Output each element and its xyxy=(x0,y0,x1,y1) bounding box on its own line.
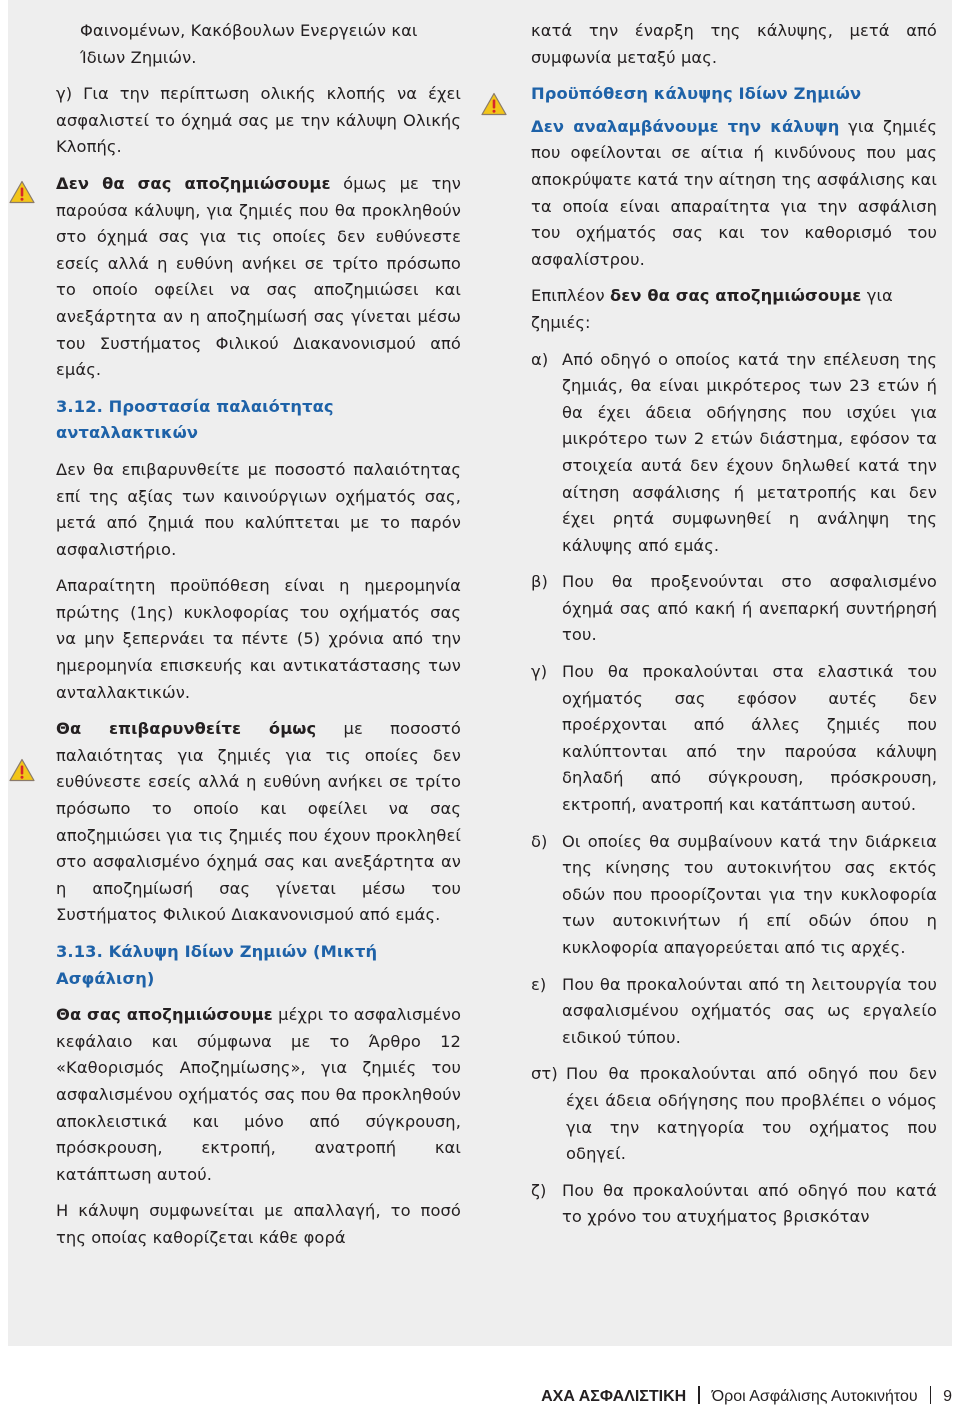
list-item xyxy=(531,972,937,1052)
footer-separator xyxy=(698,1386,700,1404)
list-item-marker: στ) xyxy=(531,1064,558,1084)
left-column xyxy=(56,18,461,1262)
warning-text: όμως με την παρούσα κάλυψη, για ζημιές που θα προκληθούν στο όχημά σας για τις οποίες δεν ευθύνεστε εσείς αλλά η ευθύνη ανήκει σε τρίτο πρόσωπο το οποίο οφείλει να σας αποζημιώσει και ανεξάρτητα αν η αποζημίωσή σας γίνεται μέσω του Συστήματος Φιλικού Διακανονισμού από εμάς. xyxy=(56,173,461,380)
list-item-text: Που θα προξενούνται στο ασφαλισμένο όχημά σας από κακή ή ανεπαρκή συντήρησή του. xyxy=(562,572,937,645)
footer-document-title: Όροι Ασφάλισης Αυτοκινήτου xyxy=(711,1388,918,1405)
right-column xyxy=(531,18,937,1241)
intro-bold-text: δεν θα σας αποζημιώσουμε xyxy=(609,286,862,306)
section-heading-3-12: 3.12. Προστασία παλαιότητας ανταλλακτικών xyxy=(56,396,334,443)
list-item xyxy=(531,347,937,560)
intro-text: Επιπλέον xyxy=(531,286,610,306)
page-footer xyxy=(541,1386,952,1408)
warning-icon xyxy=(9,180,35,204)
warning-title-text: Προϋπόθεση κάλυψης Ιδίων Ζημιών xyxy=(531,84,862,104)
list-item xyxy=(531,659,937,819)
paragraph: Απαραίτητη προϋπόθεση είναι η ημερομηνία πρώτης (1ης) κυκλοφορίας του οχήματός σας να μην ξεπερνάει τα πέντε (5) χρόνια από την ημερομηνία επισκευής και αντικατάστασης των ανταλλακτικών. xyxy=(56,576,461,702)
list-item-text: Που θα προκαλούνται στα ελαστικά του οχήματός σας εφόσον αυτές δεν προέρχονται από άλλες ζημιές που καλύπτονται από την παρούσα κάλυψη δηλαδή από σύγκρουση, πρόσκρουση, εκτροπή, ανατροπή και κατάπτωση αυτού. xyxy=(562,662,937,815)
paragraph: Δεν θα επιβαρυνθείτε με ποσοστό παλαιότητας επί της αξίας των καινούργιων οχήματός σας, μετά από ζημιά που καλύπτεται με το παρόν ασφαλιστήριο. xyxy=(56,459,461,559)
warning-icon xyxy=(9,758,35,782)
warning-bold-text: Δεν αναλαμβάνουμε την κάλυψη xyxy=(531,116,840,136)
footer-separator xyxy=(930,1386,932,1404)
warning-paragraph xyxy=(531,114,937,274)
list-item-marker: β) xyxy=(531,572,548,592)
footer-brand: AXA ΑΣΦΑΛΙΣΤΙΚΗ xyxy=(541,1388,687,1405)
paragraph: Η κάλυψη συμφωνείται με απαλλαγή, το ποσό της οποίας καθορίζεται κάθε φορά xyxy=(56,1201,461,1247)
warning-bold-text: Δεν θα σας αποζημιώσουμε xyxy=(56,173,331,193)
paragraph xyxy=(56,1002,461,1188)
list-item-text: Που θα προκαλούνται από τη λειτουργία του ασφαλισμένου οχήματός σας ως εργαλείο ειδικού τύπου. xyxy=(562,974,937,1047)
list-item xyxy=(531,1178,937,1231)
exclusions-list xyxy=(531,347,937,1231)
list-item-text: Οι οποίες θα συμβαίνουν κατά την διάρκεια της κίνησης του αυτοκινήτου σας εκτός οδών που προορίζονται για την κυκλοφορία των αυτοκινήτων ή επί οδών όπου η κυκλοφορία απαγορεύεται από τις αρχές. xyxy=(562,831,937,957)
list-item-marker: δ) xyxy=(531,831,548,851)
paragraph: Φαινομένων, Κακόβουλων Ενεργειών και Ίδιων Ζημιών. xyxy=(80,21,418,67)
warning-paragraph xyxy=(56,171,461,384)
list-item-text: Που θα προκαλούνται από οδηγό που κατά το χρόνο του ατυχήματος βρισκόταν xyxy=(562,1180,937,1227)
page-number: 9 xyxy=(943,1388,952,1405)
bold-text: Θα σας αποζημιώσουμε xyxy=(56,1005,273,1025)
paragraph: γ) Για την περίπτωση ολικής κλοπής να έχει ασφαλιστεί το όχημά σας με την κάλυψη Ολικής Κλοπής. xyxy=(56,84,461,157)
warning-text: με ποσοστό παλαιότητας για ζημιές για τις οποίες δεν ευθύνεστε εσείς αλλά η ευθύνη ανήκει σε τρίτο πρόσωπο το οποίο και οφείλει να σας αποζημιώσει για τις ζημιές που έχουν προκληθεί στο ασφαλισμένο όχημά σας και ανεξάρτητα αν η αποζημίωσή σας γίνεται μέσω του Συστήματος Φιλικού Διακανονισμού από εμάς. xyxy=(56,719,461,925)
paragraph: κατά την έναρξη της κάλυψης, μετά από συμφωνία μεταξύ μας. xyxy=(531,21,937,67)
paragraph-text: μέχρι το ασφαλισμένο κεφάλαιο και σύμφωνα με το Άρθρο 12 «Καθορισμός Αποζημίωσης», για ζημιές του ασφαλισμένου οχήματός σας που θα προκληθούν αποκλειστικά και μόνο από σύγκρουση, πρόσκρουση, εκτροπή, ανατροπή και κατάπτωση αυτού. xyxy=(56,1005,462,1184)
list-item-marker: γ) xyxy=(531,662,548,682)
list-item-text: Από οδηγό ο οποίος κατά την επέλευση της ζημιάς, θα είναι μικρότερος των 23 ετών ή θα έχει άδεια οδήγησης που ισχύει για μικρότερο των 2 ετών διάστημα, εφόσον τα στοιχεία αυτά δεν έχουν δηλωθεί κατά την αίτηση ασφάλισης ή μετατροπής και δεν έχει ρητά συμφωνηθεί η ανάληψη της κάλυψης από εμάς. xyxy=(562,349,937,555)
intro-text: για ζημιές: xyxy=(531,286,893,332)
warning-icon xyxy=(481,92,507,116)
list-item xyxy=(531,569,937,649)
list-item-marker: ε) xyxy=(531,974,547,994)
warning-title xyxy=(531,81,937,108)
warning-bold-text: Θα επιβαρυνθείτε όμως xyxy=(56,719,317,739)
list-item-marker: ζ) xyxy=(531,1180,547,1200)
list-item-marker: α) xyxy=(531,349,549,369)
warning-paragraph xyxy=(56,716,461,929)
list-item-text: Που θα προκαλούνται από οδηγό που δεν έχει άδεια οδήγησης που προβλέπει ο νόμος για την κατηγορία του οχήματος που οδηγεί. xyxy=(566,1064,937,1164)
paragraph xyxy=(531,283,937,336)
list-item xyxy=(531,1061,937,1167)
list-item xyxy=(531,829,937,962)
section-heading-3-13: 3.13. Κάλυψη Ιδίων Ζημιών (Μικτή Ασφάλιση) xyxy=(56,942,378,988)
warning-text: για ζημιές που οφείλονται σε αίτια ή κινδύνους που μας αποκρύψατε κατά την αίτηση της ασφάλισης και τα οποία είναι απαραίτητα για την ασφάλιση του οχήματός σας και τον καθορισμό του ασφαλίστρου. xyxy=(531,116,938,269)
